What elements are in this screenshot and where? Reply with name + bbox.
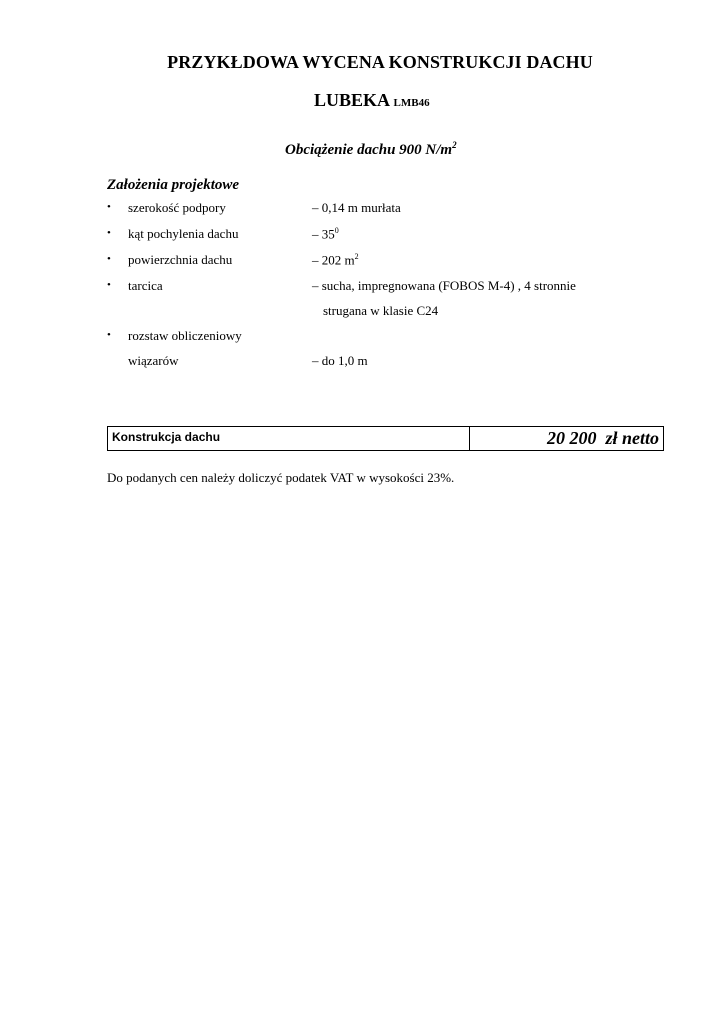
assumption-value: [312, 252, 359, 268]
assumption-value: [312, 226, 339, 242]
assumption-value-text: – 35: [312, 226, 335, 242]
bullet-icon: •: [107, 253, 111, 265]
model-heading: [314, 90, 430, 111]
roof-load-text: Obciążenie dachu 900 N/m: [285, 142, 453, 158]
model-code: LMB46: [393, 97, 430, 109]
bullet-icon: •: [107, 227, 111, 239]
assumption-label: szerokość podpory: [128, 200, 226, 215]
assumption-value: – 0,14 m murłata: [312, 200, 401, 215]
document-title: PRZYKŁDOWA WYCENA KONSTRUKCJI DACHU: [167, 52, 593, 72]
assumption-value-superscript: 2: [354, 252, 359, 261]
assumptions-heading: Założenia projektowe: [107, 177, 240, 193]
bullet-icon: •: [107, 201, 111, 213]
roof-load-superscript: 2: [452, 140, 457, 150]
assumption-value-continuation: strugana w klasie C24: [323, 303, 439, 318]
bullet-icon: •: [107, 329, 111, 341]
assumption-label: rozstaw obliczeniowy: [128, 328, 242, 343]
assumption-value: – sucha, impregnowana (FOBOS M-4) , 4 stronnie: [312, 278, 576, 293]
price-table-value: 20 200 zł netto: [546, 428, 659, 448]
roof-load-heading: [285, 140, 457, 159]
assumption-label: kąt pochylenia dachu: [128, 226, 239, 241]
assumption-label: tarcica: [128, 278, 163, 293]
bullet-icon: •: [107, 279, 111, 291]
assumption-value-text: – 202 m: [312, 252, 355, 268]
assumption-label: powierzchnia dachu: [128, 252, 233, 267]
assumption-label-continuation: wiązarów: [128, 353, 179, 368]
vat-note: Do podanych cen należy doliczyć podatek VAT w wysokości 23%.: [107, 470, 455, 485]
price-table-label: Konstrukcja dachu: [108, 427, 470, 450]
model-name: LUBEKA: [314, 90, 390, 110]
price-table: [107, 426, 664, 451]
assumption-value-superscript: 0: [334, 226, 339, 235]
assumption-value: – do 1,0 m: [312, 353, 368, 368]
